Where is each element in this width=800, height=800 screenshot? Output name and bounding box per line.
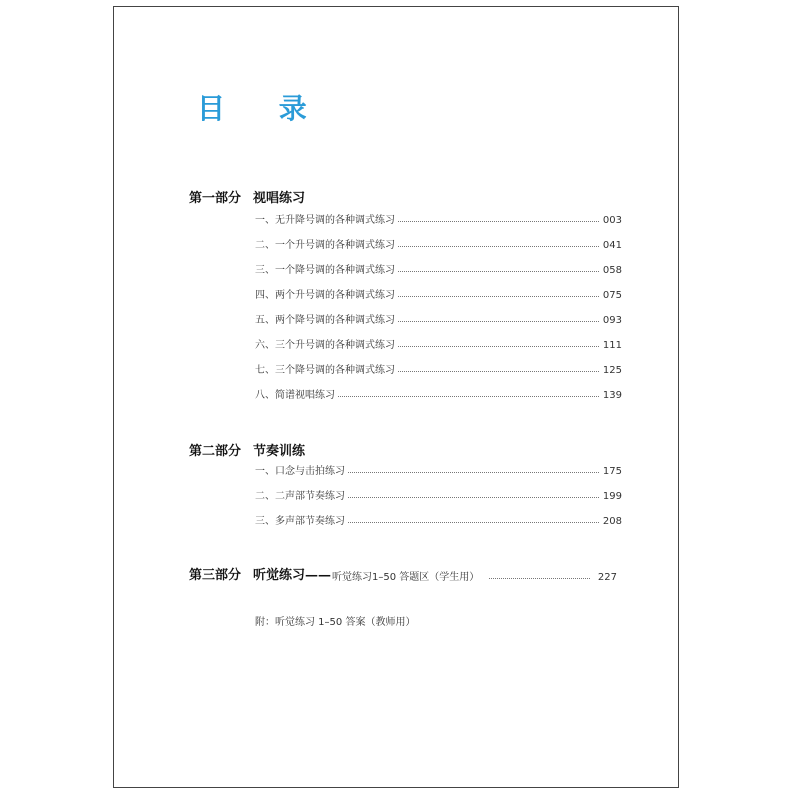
toc-entry[interactable] [255, 511, 622, 527]
part-1-heading [189, 187, 305, 206]
leader-dots [398, 245, 599, 247]
part-subtitle: 听觉练习1–50 答题区（学生用） [332, 572, 480, 583]
leader-dots [398, 320, 599, 322]
entry-label: 三、一个降号调的各种调式练习 [255, 265, 395, 276]
appendix-entry[interactable]: 附：听觉练习 1–50 答案（教师用） [255, 617, 416, 628]
toc-entry[interactable] [255, 335, 622, 351]
entry-page: 075 [602, 290, 622, 301]
part-number: 第三部分 [189, 568, 242, 583]
entry-label: 二、一个升号调的各种调式练习 [255, 240, 395, 251]
entry-page: 093 [602, 315, 622, 326]
part-2-heading [189, 440, 305, 459]
toc-entry[interactable] [255, 360, 622, 376]
entry-label: 四、两个升号调的各种调式练习 [255, 290, 395, 301]
leader-dots [338, 395, 599, 397]
leader-dots [348, 521, 599, 523]
entry-page: 208 [602, 516, 622, 527]
entry-label: 五、两个降号调的各种调式练习 [255, 315, 395, 326]
part-name: 听觉练习—— [253, 568, 332, 583]
entry-page: 125 [602, 365, 622, 376]
leader-dots [398, 295, 599, 297]
toc-page [113, 6, 679, 788]
entry-page: 003 [602, 215, 622, 226]
entry-page: 175 [602, 466, 622, 477]
entry-label: 二、二声部节奏练习 [255, 491, 345, 502]
leader-dots [348, 471, 599, 473]
leader-dots [398, 370, 599, 372]
leader-dots [398, 270, 599, 272]
part-number: 第一部分 [189, 191, 242, 206]
entry-page: 041 [602, 240, 622, 251]
toc-entry[interactable] [255, 210, 622, 226]
toc-entry[interactable] [255, 310, 622, 326]
toc-entry[interactable] [255, 385, 622, 401]
entry-label: 一、无升降号调的各种调式练习 [255, 215, 395, 226]
part-number: 第二部分 [189, 444, 242, 459]
toc-entry[interactable] [255, 486, 622, 502]
entry-label: 八、简谱视唱练习 [255, 390, 335, 401]
entry-label: 一、口念与击拍练习 [255, 466, 345, 477]
entry-page: 139 [602, 390, 622, 401]
leader-dots [489, 577, 590, 579]
part-name: 节奏训练 [253, 444, 306, 459]
entry-label: 六、三个升号调的各种调式练习 [255, 340, 395, 351]
part-name: 视唱练习 [253, 191, 306, 206]
toc-title: 目 录 [197, 92, 329, 125]
entry-page: 199 [602, 491, 622, 502]
toc-entry[interactable] [255, 260, 622, 276]
entry-page: 227 [597, 572, 617, 583]
entry-page: 058 [602, 265, 622, 276]
toc-entry[interactable] [255, 235, 622, 251]
entry-label: 七、三个降号调的各种调式练习 [255, 365, 395, 376]
leader-dots [348, 496, 599, 498]
leader-dots [398, 220, 599, 222]
toc-entry[interactable] [255, 461, 622, 477]
entry-page: 111 [602, 340, 622, 351]
entry-label: 三、多声部节奏练习 [255, 516, 345, 527]
toc-entry[interactable] [255, 285, 622, 301]
leader-dots [398, 345, 599, 347]
part-3-heading[interactable] [189, 565, 617, 583]
